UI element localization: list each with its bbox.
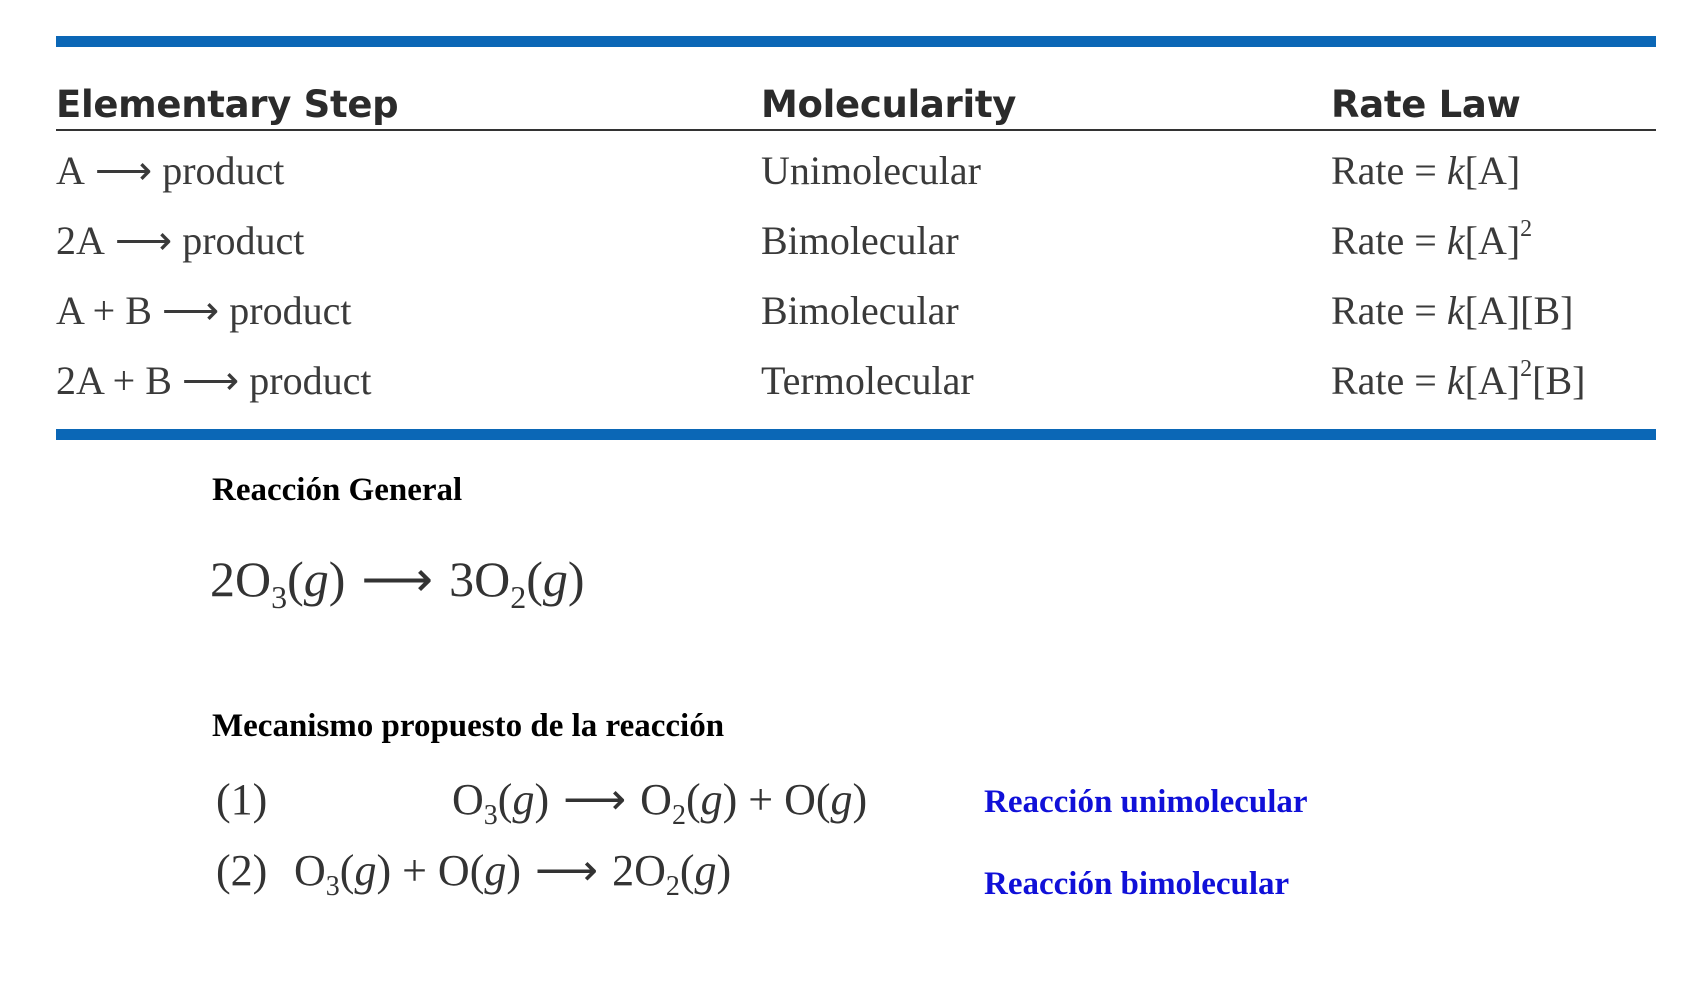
molecularity-cell: Unimolecular <box>761 148 981 193</box>
elementary-step-cell: 2A ⟶ product <box>56 218 305 263</box>
mechanism-step-equation: $O_3(g) + O(g)$ ⟶ $2O_2(g)$ <box>294 846 732 902</box>
mechanism-title: Mecanismo propuesto de la reacción <box>212 708 725 744</box>
table-body <box>56 131 1656 429</box>
reaction-type-label: Reacción unimolecular <box>984 784 1308 820</box>
rate-law-cell: Rate = k[A][B] <box>1331 288 1574 333</box>
elementary-step-cell: A + B ⟶ product <box>56 288 352 333</box>
general-reaction-title: Reacción General <box>212 472 463 508</box>
table-row <box>56 207 1656 277</box>
mechanism-step-number: (1) <box>216 775 268 824</box>
table-row <box>56 277 1656 347</box>
header-rate-law: Rate Law <box>1331 83 1521 126</box>
mechanism-step-number: (2) <box>216 846 268 895</box>
reaction-type-label: Reacción bimolecular <box>984 866 1290 902</box>
header-molecularity: Molecularity <box>761 83 1017 126</box>
molecularity-cell: Termolecular <box>761 358 974 403</box>
table-header-row <box>56 47 1656 131</box>
molecularity-cell: Bimolecular <box>761 288 959 333</box>
rate-law-cell: Rate = $k[A]^2[B]$ <box>1331 356 1586 403</box>
table-bottom-rule <box>56 429 1656 440</box>
molecularity-cell: Bimolecular <box>761 218 959 263</box>
elementary-step-cell: 2A + B ⟶ product <box>56 358 372 403</box>
header-elementary-step: Elementary Step <box>56 83 399 126</box>
general-reaction-equation: $2O_3(g)$ ⟶ $3O_2(g)$ <box>210 551 585 615</box>
mechanism-step-equation: $O_3(g)$ ⟶ $O_2(g) + O(g)$ <box>452 775 868 831</box>
table-row <box>56 137 1656 207</box>
table-row <box>56 347 1656 417</box>
table-top-rule <box>56 36 1656 47</box>
rate-law-cell: Rate = $k[A]^2$ <box>1331 216 1533 263</box>
molecularity-table <box>56 36 1656 440</box>
rate-law-cell: Rate = k[A] <box>1331 148 1521 193</box>
elementary-step-cell: A ⟶ product <box>56 148 285 193</box>
